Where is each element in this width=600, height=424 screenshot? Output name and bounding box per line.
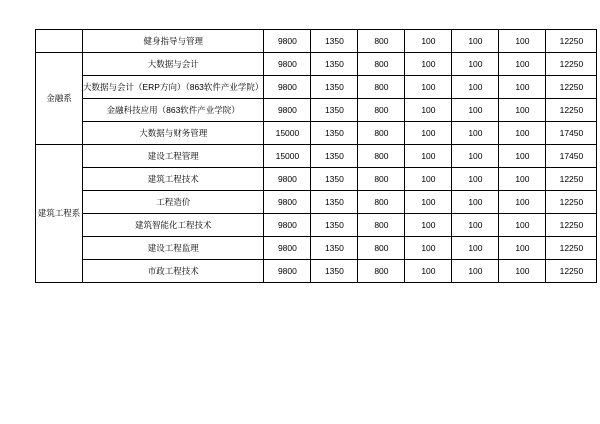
fee-cell: 15000 xyxy=(264,122,311,145)
table-row xyxy=(36,260,597,283)
department-cell xyxy=(36,30,83,53)
fee-cell: 15000 xyxy=(264,145,311,168)
table-row xyxy=(36,30,597,53)
fee-cell: 100 xyxy=(452,214,499,237)
fee-cell: 100 xyxy=(452,30,499,53)
total-cell: 12250 xyxy=(546,214,597,237)
fee-cell: 1350 xyxy=(311,168,358,191)
fee-cell: 100 xyxy=(405,260,452,283)
fee-cell: 100 xyxy=(499,237,546,260)
fee-cell: 9800 xyxy=(264,76,311,99)
total-cell: 17450 xyxy=(546,145,597,168)
major-cell: 大数据与会计 xyxy=(83,53,264,76)
fee-cell: 1350 xyxy=(311,237,358,260)
fee-cell: 100 xyxy=(452,145,499,168)
major-cell: 金融科技应用（863软件产业学院） xyxy=(83,99,264,122)
fee-cell: 100 xyxy=(405,191,452,214)
total-cell: 12250 xyxy=(546,99,597,122)
department-cell: 金融系 xyxy=(36,53,83,145)
fee-cell: 800 xyxy=(358,260,405,283)
fee-cell: 100 xyxy=(405,122,452,145)
fee-cell: 800 xyxy=(358,53,405,76)
fee-cell: 100 xyxy=(499,260,546,283)
fee-cell: 1350 xyxy=(311,122,358,145)
fee-cell: 1350 xyxy=(311,99,358,122)
total-cell: 12250 xyxy=(546,53,597,76)
total-cell: 12250 xyxy=(546,237,597,260)
fee-cell: 100 xyxy=(452,191,499,214)
major-cell: 建设工程监理 xyxy=(83,237,264,260)
fee-cell: 1350 xyxy=(311,260,358,283)
fee-cell: 100 xyxy=(452,76,499,99)
table-row xyxy=(36,76,597,99)
fee-cell: 9800 xyxy=(264,53,311,76)
fee-cell: 100 xyxy=(499,145,546,168)
fee-cell: 9800 xyxy=(264,260,311,283)
fee-cell: 100 xyxy=(405,76,452,99)
major-cell: 大数据与会计（ERP方向）（863软件产业学院） xyxy=(83,76,264,99)
tuition-fee-table xyxy=(35,29,597,283)
department-cell: 建筑工程系 xyxy=(36,145,83,283)
fee-cell: 800 xyxy=(358,76,405,99)
fee-cell: 100 xyxy=(405,145,452,168)
total-cell: 12250 xyxy=(546,260,597,283)
total-cell: 12250 xyxy=(546,168,597,191)
major-cell: 工程造价 xyxy=(83,191,264,214)
fee-cell: 100 xyxy=(405,53,452,76)
fee-cell: 100 xyxy=(405,30,452,53)
fee-cell: 9800 xyxy=(264,30,311,53)
fee-cell: 800 xyxy=(358,145,405,168)
fee-cell: 100 xyxy=(499,53,546,76)
fee-cell: 100 xyxy=(499,76,546,99)
table-row xyxy=(36,237,597,260)
fee-cell: 100 xyxy=(499,30,546,53)
fee-cell: 100 xyxy=(499,214,546,237)
table-row xyxy=(36,168,597,191)
fee-cell: 9800 xyxy=(264,191,311,214)
fee-cell: 1350 xyxy=(311,30,358,53)
major-cell: 建设工程管理 xyxy=(83,145,264,168)
table-row xyxy=(36,99,597,122)
fee-cell: 800 xyxy=(358,191,405,214)
fee-cell: 1350 xyxy=(311,53,358,76)
fee-cell: 800 xyxy=(358,168,405,191)
fee-cell: 9800 xyxy=(264,168,311,191)
fee-cell: 100 xyxy=(452,99,499,122)
fee-table-container xyxy=(35,29,597,283)
fee-cell: 100 xyxy=(499,168,546,191)
fee-cell: 100 xyxy=(452,122,499,145)
fee-cell: 100 xyxy=(499,99,546,122)
total-cell: 12250 xyxy=(546,191,597,214)
table-body xyxy=(36,30,597,283)
table-row xyxy=(36,214,597,237)
fee-cell: 100 xyxy=(452,53,499,76)
fee-cell: 100 xyxy=(499,122,546,145)
fee-cell: 100 xyxy=(405,214,452,237)
major-cell: 大数据与财务管理 xyxy=(83,122,264,145)
table-row xyxy=(36,191,597,214)
fee-cell: 9800 xyxy=(264,99,311,122)
major-cell: 市政工程技术 xyxy=(83,260,264,283)
total-cell: 12250 xyxy=(546,76,597,99)
fee-cell: 100 xyxy=(405,99,452,122)
total-cell: 12250 xyxy=(546,30,597,53)
fee-cell: 800 xyxy=(358,214,405,237)
fee-cell: 1350 xyxy=(311,214,358,237)
fee-cell: 1350 xyxy=(311,76,358,99)
table-row xyxy=(36,122,597,145)
fee-cell: 800 xyxy=(358,122,405,145)
fee-cell: 9800 xyxy=(264,214,311,237)
fee-cell: 1350 xyxy=(311,145,358,168)
fee-cell: 100 xyxy=(405,237,452,260)
fee-cell: 100 xyxy=(452,260,499,283)
fee-cell: 100 xyxy=(405,168,452,191)
major-cell: 建筑工程技术 xyxy=(83,168,264,191)
total-cell: 17450 xyxy=(546,122,597,145)
fee-cell: 100 xyxy=(452,168,499,191)
major-cell: 健身指导与管理 xyxy=(83,30,264,53)
fee-cell: 9800 xyxy=(264,237,311,260)
fee-cell: 800 xyxy=(358,30,405,53)
fee-cell: 1350 xyxy=(311,191,358,214)
fee-cell: 800 xyxy=(358,237,405,260)
fee-cell: 800 xyxy=(358,99,405,122)
table-row xyxy=(36,145,597,168)
fee-cell: 100 xyxy=(452,237,499,260)
fee-cell: 100 xyxy=(499,191,546,214)
major-cell: 建筑智能化工程技术 xyxy=(83,214,264,237)
table-row xyxy=(36,53,597,76)
